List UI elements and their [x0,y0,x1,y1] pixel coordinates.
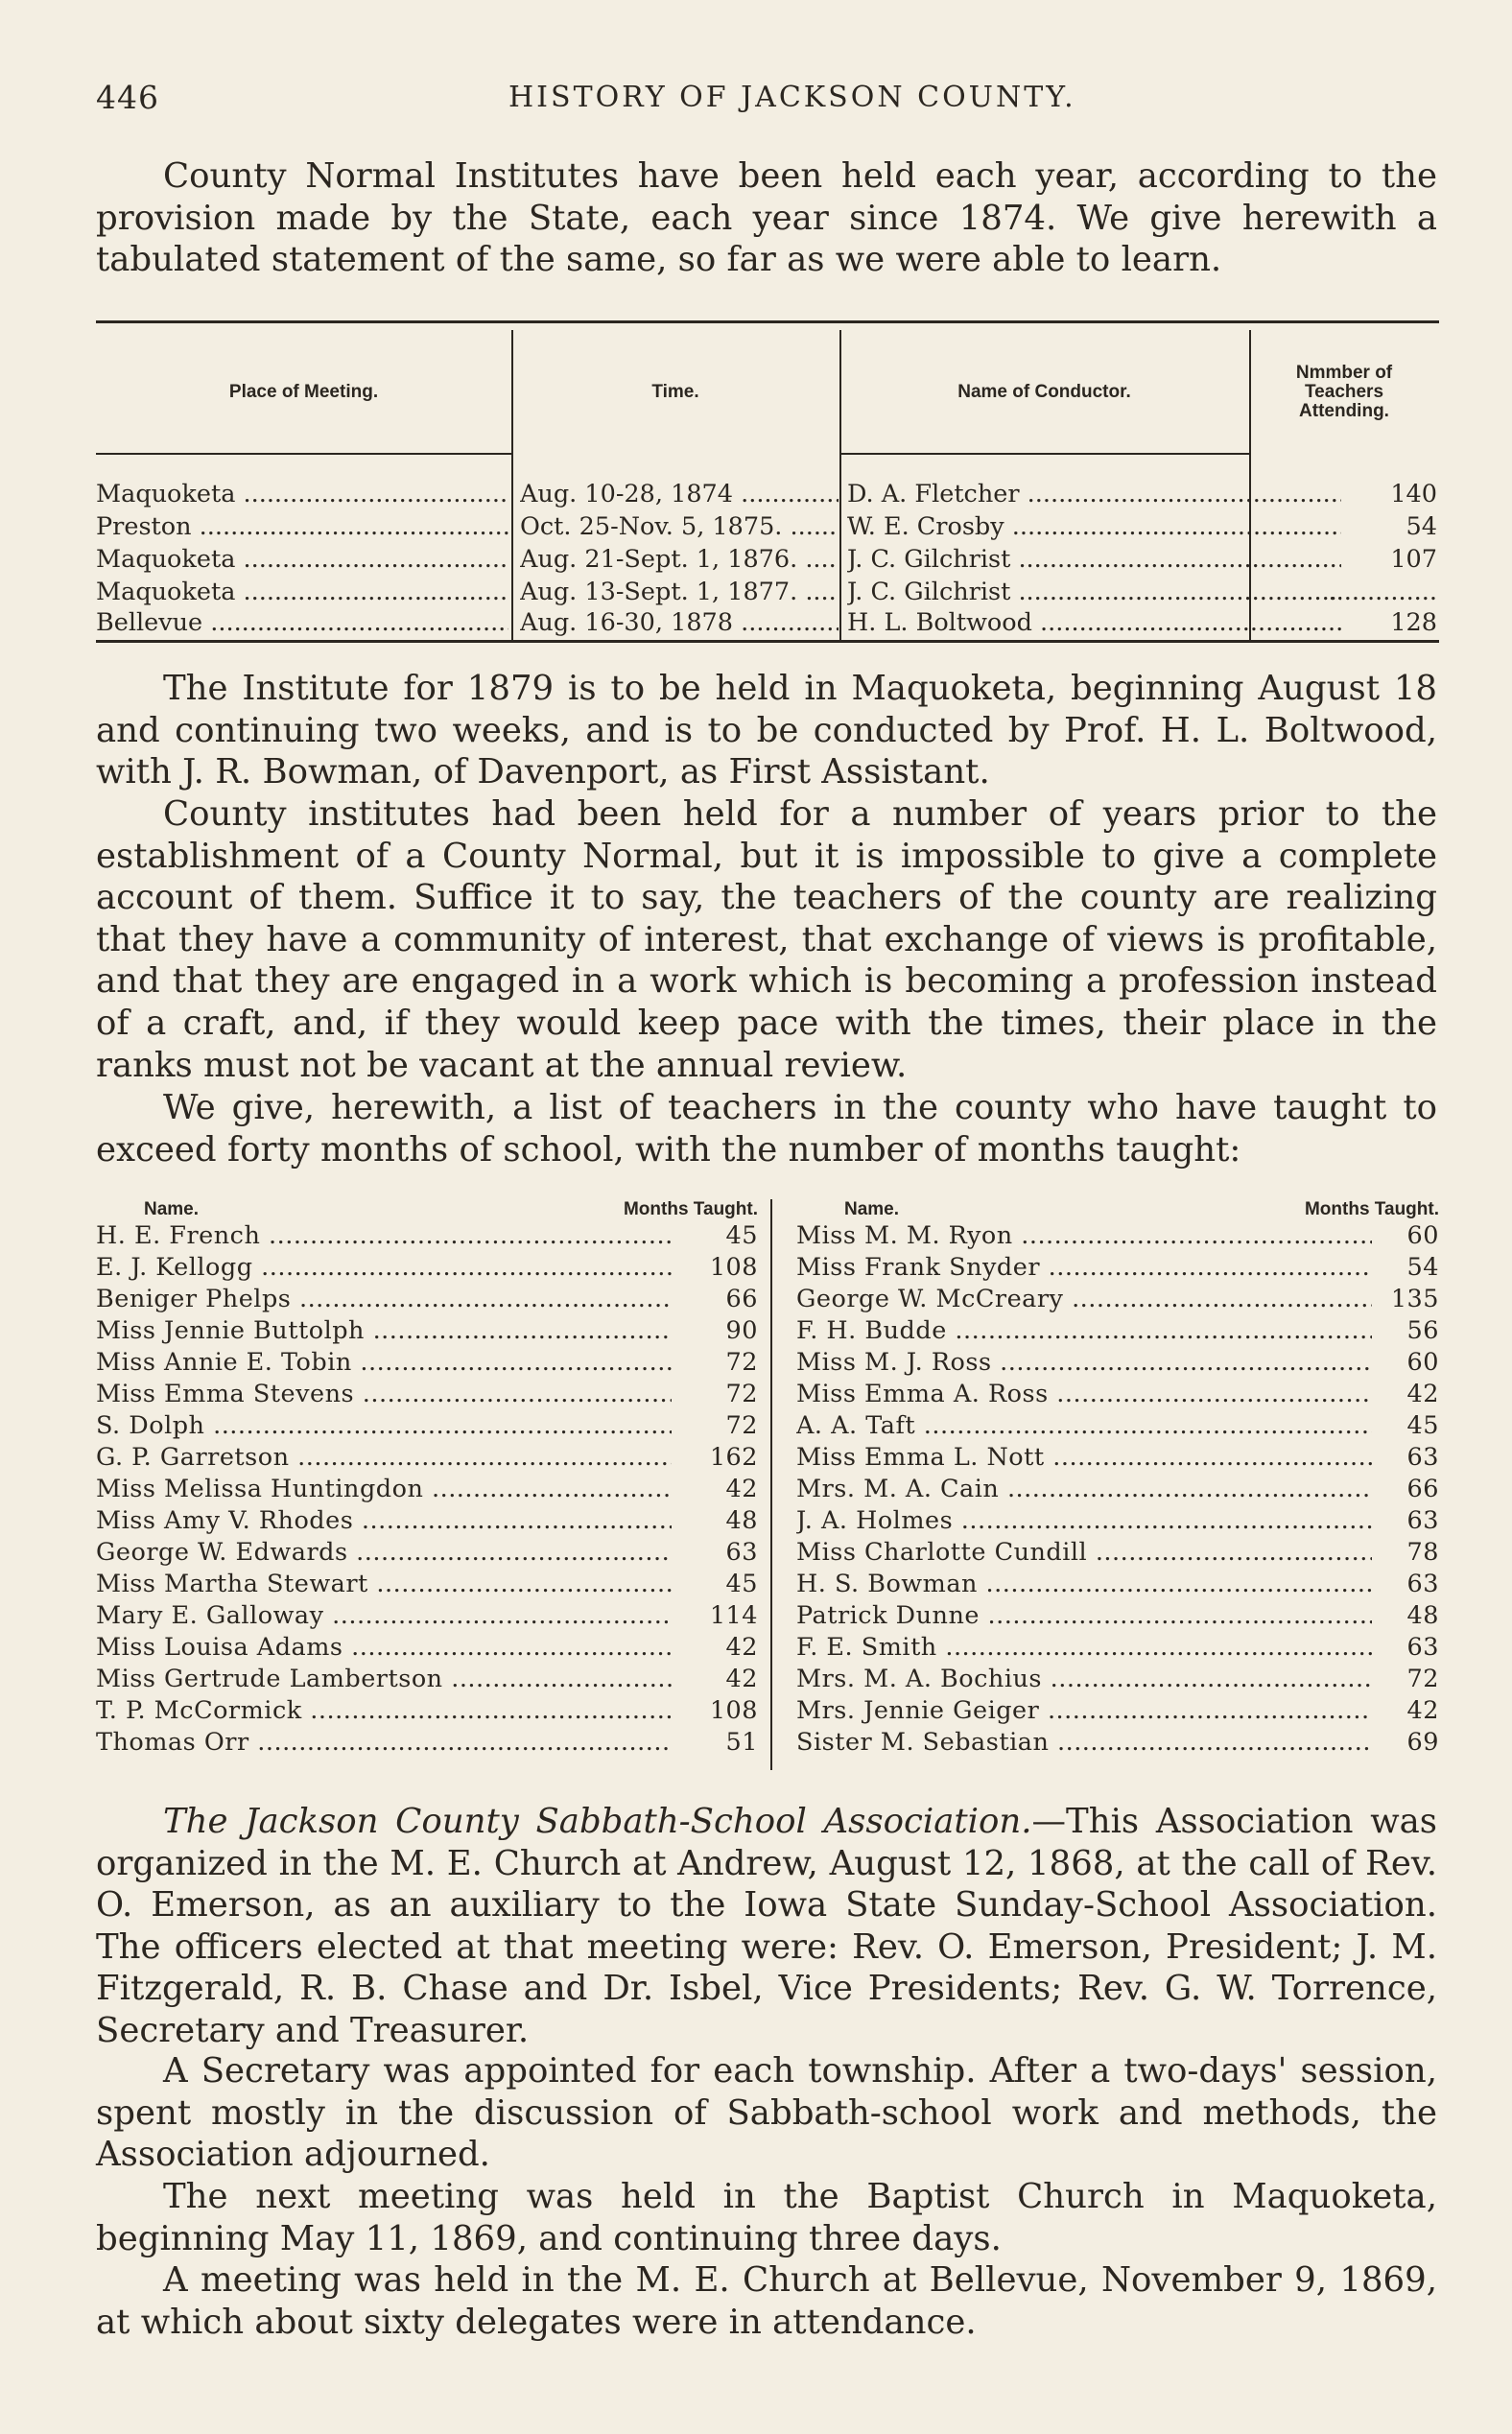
months-taught: 78 [1372,1537,1439,1569]
cell-teachers-leader: .............. [1328,578,1437,606]
table-row [96,545,1439,579]
months-taught: 114 [691,1600,758,1632]
teacher-name: Miss Amy V. Rhodes ..... [96,1505,672,1537]
list-item [96,1284,758,1315]
teacher-name: Mary E. Galloway ..... [96,1600,672,1632]
header-teachers [1249,349,1439,436]
list-item [796,1537,1439,1569]
list-item [96,1600,758,1632]
teacher-name: Miss Jennie Buttolph ..... [96,1315,672,1347]
months-taught: 69 [1372,1727,1439,1759]
teacher-name: Miss Annie E. Tobin ..... [96,1347,672,1379]
list-item [796,1505,1439,1537]
list-item [96,1695,758,1727]
teacher-name: H. E. French ..... [96,1220,672,1252]
cell-conductor: W. E. Crosby ..... [847,512,1341,541]
list-item [796,1220,1439,1252]
list-header-name: Name. [144,1199,200,1219]
teacher-name: Mrs. M. A. Bochius ..... [796,1664,1372,1695]
months-taught: 72 [691,1410,758,1442]
teacher-name: Miss M. M. Ryon ..... [796,1220,1372,1252]
teacher-name: Miss Emma L. Nott ..... [796,1442,1372,1474]
months-taught: 162 [691,1442,758,1474]
months-taught: 42 [691,1474,758,1505]
list-item [796,1664,1439,1695]
list-item [796,1569,1439,1600]
months-taught: 42 [691,1664,758,1695]
list-item [796,1695,1439,1727]
months-taught: 90 [691,1315,758,1347]
teachers-list-left [96,1199,758,1759]
intro-text: County Normal Institutes have been held each year, according to the provision made by the State, each year since 1874. We give herewith a tabulated statement of the same, so far as we were able to learn. [96,156,1437,280]
teacher-name: Miss Martha Stewart ..... [96,1569,672,1600]
table-row [96,608,1439,642]
months-taught: 66 [1372,1474,1439,1505]
teacher-name: Mrs. Jennie Geiger ..... [796,1695,1372,1727]
list-column-divider [770,1199,772,1770]
months-taught: 42 [691,1632,758,1664]
teacher-name: George W. Edwards ..... [96,1537,672,1569]
teacher-name: H. S. Bowman ..... [796,1569,1372,1600]
list-item [796,1410,1439,1442]
teacher-name: Miss Gertrude Lambertson ..... [96,1664,672,1695]
list-item [96,1537,758,1569]
header-place: Place of Meeting. [228,382,379,402]
header-teachers-line1: Nmmber of [1295,363,1393,383]
teacher-name: Miss Louisa Adams ..... [96,1632,672,1664]
teacher-name: Thomas Orr ..... [96,1727,672,1759]
list-item [796,1379,1439,1410]
paragraph-teachers-intro [96,1087,1437,1170]
teacher-name: George W. McCreary ..... [796,1284,1372,1315]
cell-place: Preston ..... [96,512,508,541]
list-item [96,1505,758,1537]
list-item [796,1315,1439,1347]
teacher-name: Patrick Dunne ..... [796,1600,1372,1632]
months-taught: 56 [1372,1315,1439,1347]
months-taught: 72 [691,1379,758,1410]
cell-teachers: 54 [1406,512,1437,541]
months-taught: 63 [691,1537,758,1569]
paragraph-county-institutes [96,793,1437,1086]
months-taught: 108 [691,1695,758,1727]
paragraph-sabbath-school [96,1801,1437,2052]
teacher-name: F. H. Budde ..... [796,1315,1372,1347]
cell-time: Oct. 25-Nov. 5, 1875. ..... [520,512,839,541]
paragraph-text: A meeting was held in the M. E. Church at Bellevue, November 9, 1869, at which about sixty delegates were in attendance. [96,2260,1437,2342]
months-taught: 108 [691,1252,758,1284]
teacher-name: Sister M. Sebastian ..... [796,1727,1372,1759]
header-rule [839,453,1249,455]
paragraph-text: —This Association was organized in the M. E. Church at Andrew, August 12, 1868, at the call of Rev. O. Emerson, as an auxiliary to the Iowa State Sunday-School Association. The officers elected at that meeting were: Rev. O. Emerson, President; J. M. Fitzgerald, R. B. Chase and Dr. Isbel, Vice Presidents; Rev. G. W. Torrence, Secretary and Treasurer. [96,1802,1438,2050]
list-header [96,1199,758,1220]
months-taught: 48 [1372,1600,1439,1632]
paragraph-text: We give, herewith, a list of teachers in the county who have taught to exceed forty months of school, with the number of months taught: [96,1088,1437,1170]
cell-conductor: D. A. Fletcher ..... [847,480,1341,508]
teacher-name: Mrs. M. A. Cain ..... [796,1474,1372,1505]
teacher-name: Miss Frank Snyder ..... [796,1252,1372,1284]
institutes-table [96,320,1439,645]
list-item [796,1252,1439,1284]
months-taught: 51 [691,1727,758,1759]
list-item [796,1347,1439,1379]
months-taught: 45 [691,1220,758,1252]
teacher-name: Miss Emma Stevens ..... [96,1379,672,1410]
months-taught: 42 [1372,1379,1439,1410]
list-item [96,1410,758,1442]
page-number: 446 [96,79,159,116]
list-item [796,1474,1439,1505]
list-item [96,1569,758,1600]
months-taught: 63 [1372,1632,1439,1664]
cell-teachers: 128 [1390,608,1437,637]
cell-place: Maquoketa ..... [96,578,508,606]
cell-conductor: J. C. Gilchrist ..... [847,545,1341,574]
months-taught: 42 [1372,1695,1439,1727]
cell-time: Aug. 13-Sept. 1, 1877. ..... [520,578,839,606]
paragraph-secretary [96,2050,1437,2176]
cell-place: Bellevue ..... [96,608,508,637]
intro-paragraph [96,155,1437,281]
teacher-name: E. J. Kellogg ..... [96,1252,672,1284]
list-header-months: Months Taught. [1304,1199,1439,1219]
paragraph-text: A Secretary was appointed for each township. After a two-days' session, spent mostly in the discussion of Sabbath-school work and methods, the Association adjourned. [96,2051,1437,2175]
cell-teachers: 107 [1390,545,1437,574]
header-time: Time. [651,382,699,402]
list-item [96,1442,758,1474]
list-item [96,1474,758,1505]
teacher-name: Miss Emma A. Ross ..... [796,1379,1372,1410]
header-conductor: Name of Conductor. [957,382,1131,402]
teacher-name: T. P. McCormick ..... [96,1695,672,1727]
cell-time: Aug. 21-Sept. 1, 1876. ..... [520,545,839,574]
table-bottom-rule [96,640,1439,643]
months-taught: 60 [1372,1220,1439,1252]
table-row [96,578,1439,611]
teacher-name: Beniger Phelps ..... [96,1284,672,1315]
table-row [96,512,1439,546]
teacher-name: Miss M. J. Ross ..... [796,1347,1372,1379]
cell-conductor: J. C. Gilchrist ..... [847,578,1341,606]
months-taught: 63 [1372,1569,1439,1600]
page-header [96,79,1439,127]
months-taught: 48 [691,1505,758,1537]
teacher-name: A. A. Taft ..... [796,1410,1372,1442]
list-item [96,1664,758,1695]
teacher-name: S. Dolph ..... [96,1410,672,1442]
paragraph-next-meeting [96,2176,1437,2259]
list-item [796,1727,1439,1759]
cell-place: Maquoketa ..... [96,545,508,574]
months-taught: 45 [691,1569,758,1600]
list-item [96,1252,758,1284]
months-taught: 66 [691,1284,758,1315]
list-header-name: Name. [844,1199,900,1219]
list-item [96,1347,758,1379]
months-taught: 72 [1372,1664,1439,1695]
cell-time: Aug. 10-28, 1874 ..... [520,480,839,508]
paragraph-institute-1879 [96,668,1437,793]
teacher-name: Miss Melissa Huntingdon ..... [96,1474,672,1505]
months-taught: 60 [1372,1347,1439,1379]
cell-place: Maquoketa ..... [96,480,508,508]
teachers-list-right [796,1199,1439,1759]
teacher-name: Miss Charlotte Cundill ..... [796,1537,1372,1569]
running-head: HISTORY OF JACKSON COUNTY. [508,81,1076,114]
months-taught: 45 [1372,1410,1439,1442]
table-row [96,480,1439,513]
teacher-name: G. P. Garretson ..... [96,1442,672,1474]
cell-teachers: 140 [1390,480,1437,508]
header-rule [96,453,511,455]
list-item [796,1632,1439,1664]
list-item [96,1632,758,1664]
months-taught: 72 [691,1347,758,1379]
teacher-name: J. A. Holmes ..... [796,1505,1372,1537]
paragraph-text: The next meeting was held in the Baptist Church in Maquoketa, beginning May 11, 1869, and continuing three days. [96,2177,1437,2258]
table-top-rule [96,320,1439,323]
cell-conductor: H. L. Boltwood ..... [847,608,1341,637]
list-item [796,1600,1439,1632]
list-header-months: Months Taught. [623,1199,758,1219]
months-taught: 54 [1372,1252,1439,1284]
months-taught: 135 [1372,1284,1439,1315]
list-item [796,1284,1439,1315]
teacher-name: F. E. Smith ..... [796,1632,1372,1664]
months-taught: 63 [1372,1505,1439,1537]
list-item [96,1315,758,1347]
list-header [796,1199,1439,1220]
paragraph-text: The Institute for 1879 is to be held in Maquoketa, beginning August 18 and continuing two weeks, and is to be conducted by Prof. H. L. Boltwood, with J. R. Bowman, of Davenport, as First Assistant. [96,669,1437,792]
list-item [96,1220,758,1252]
header-teachers-line2: Teachers [1304,382,1384,402]
months-taught: 63 [1372,1442,1439,1474]
paragraph-bellevue-meeting [96,2259,1437,2343]
cell-time: Aug. 16-30, 1878 ..... [520,608,839,637]
paragraph-text: County institutes had been held for a number of years prior to the establishment of a County Normal, but it is impossible to give a complete account of them. Suffice it to say, the teachers of the county are realizing that they have a community of interest, that exchange of views is profitable, and that they are engaged in a work which is becoming a profession instead of a craft, and, if they would keep pace with the times, their place in the ranks must not be vacant at the annual review. [96,794,1437,1085]
header-teachers-line3: Attending. [1299,401,1389,421]
list-item [796,1442,1439,1474]
list-item [96,1379,758,1410]
section-title: The Jackson County Sabbath-School Association. [163,1802,1032,1841]
list-item [96,1727,758,1759]
